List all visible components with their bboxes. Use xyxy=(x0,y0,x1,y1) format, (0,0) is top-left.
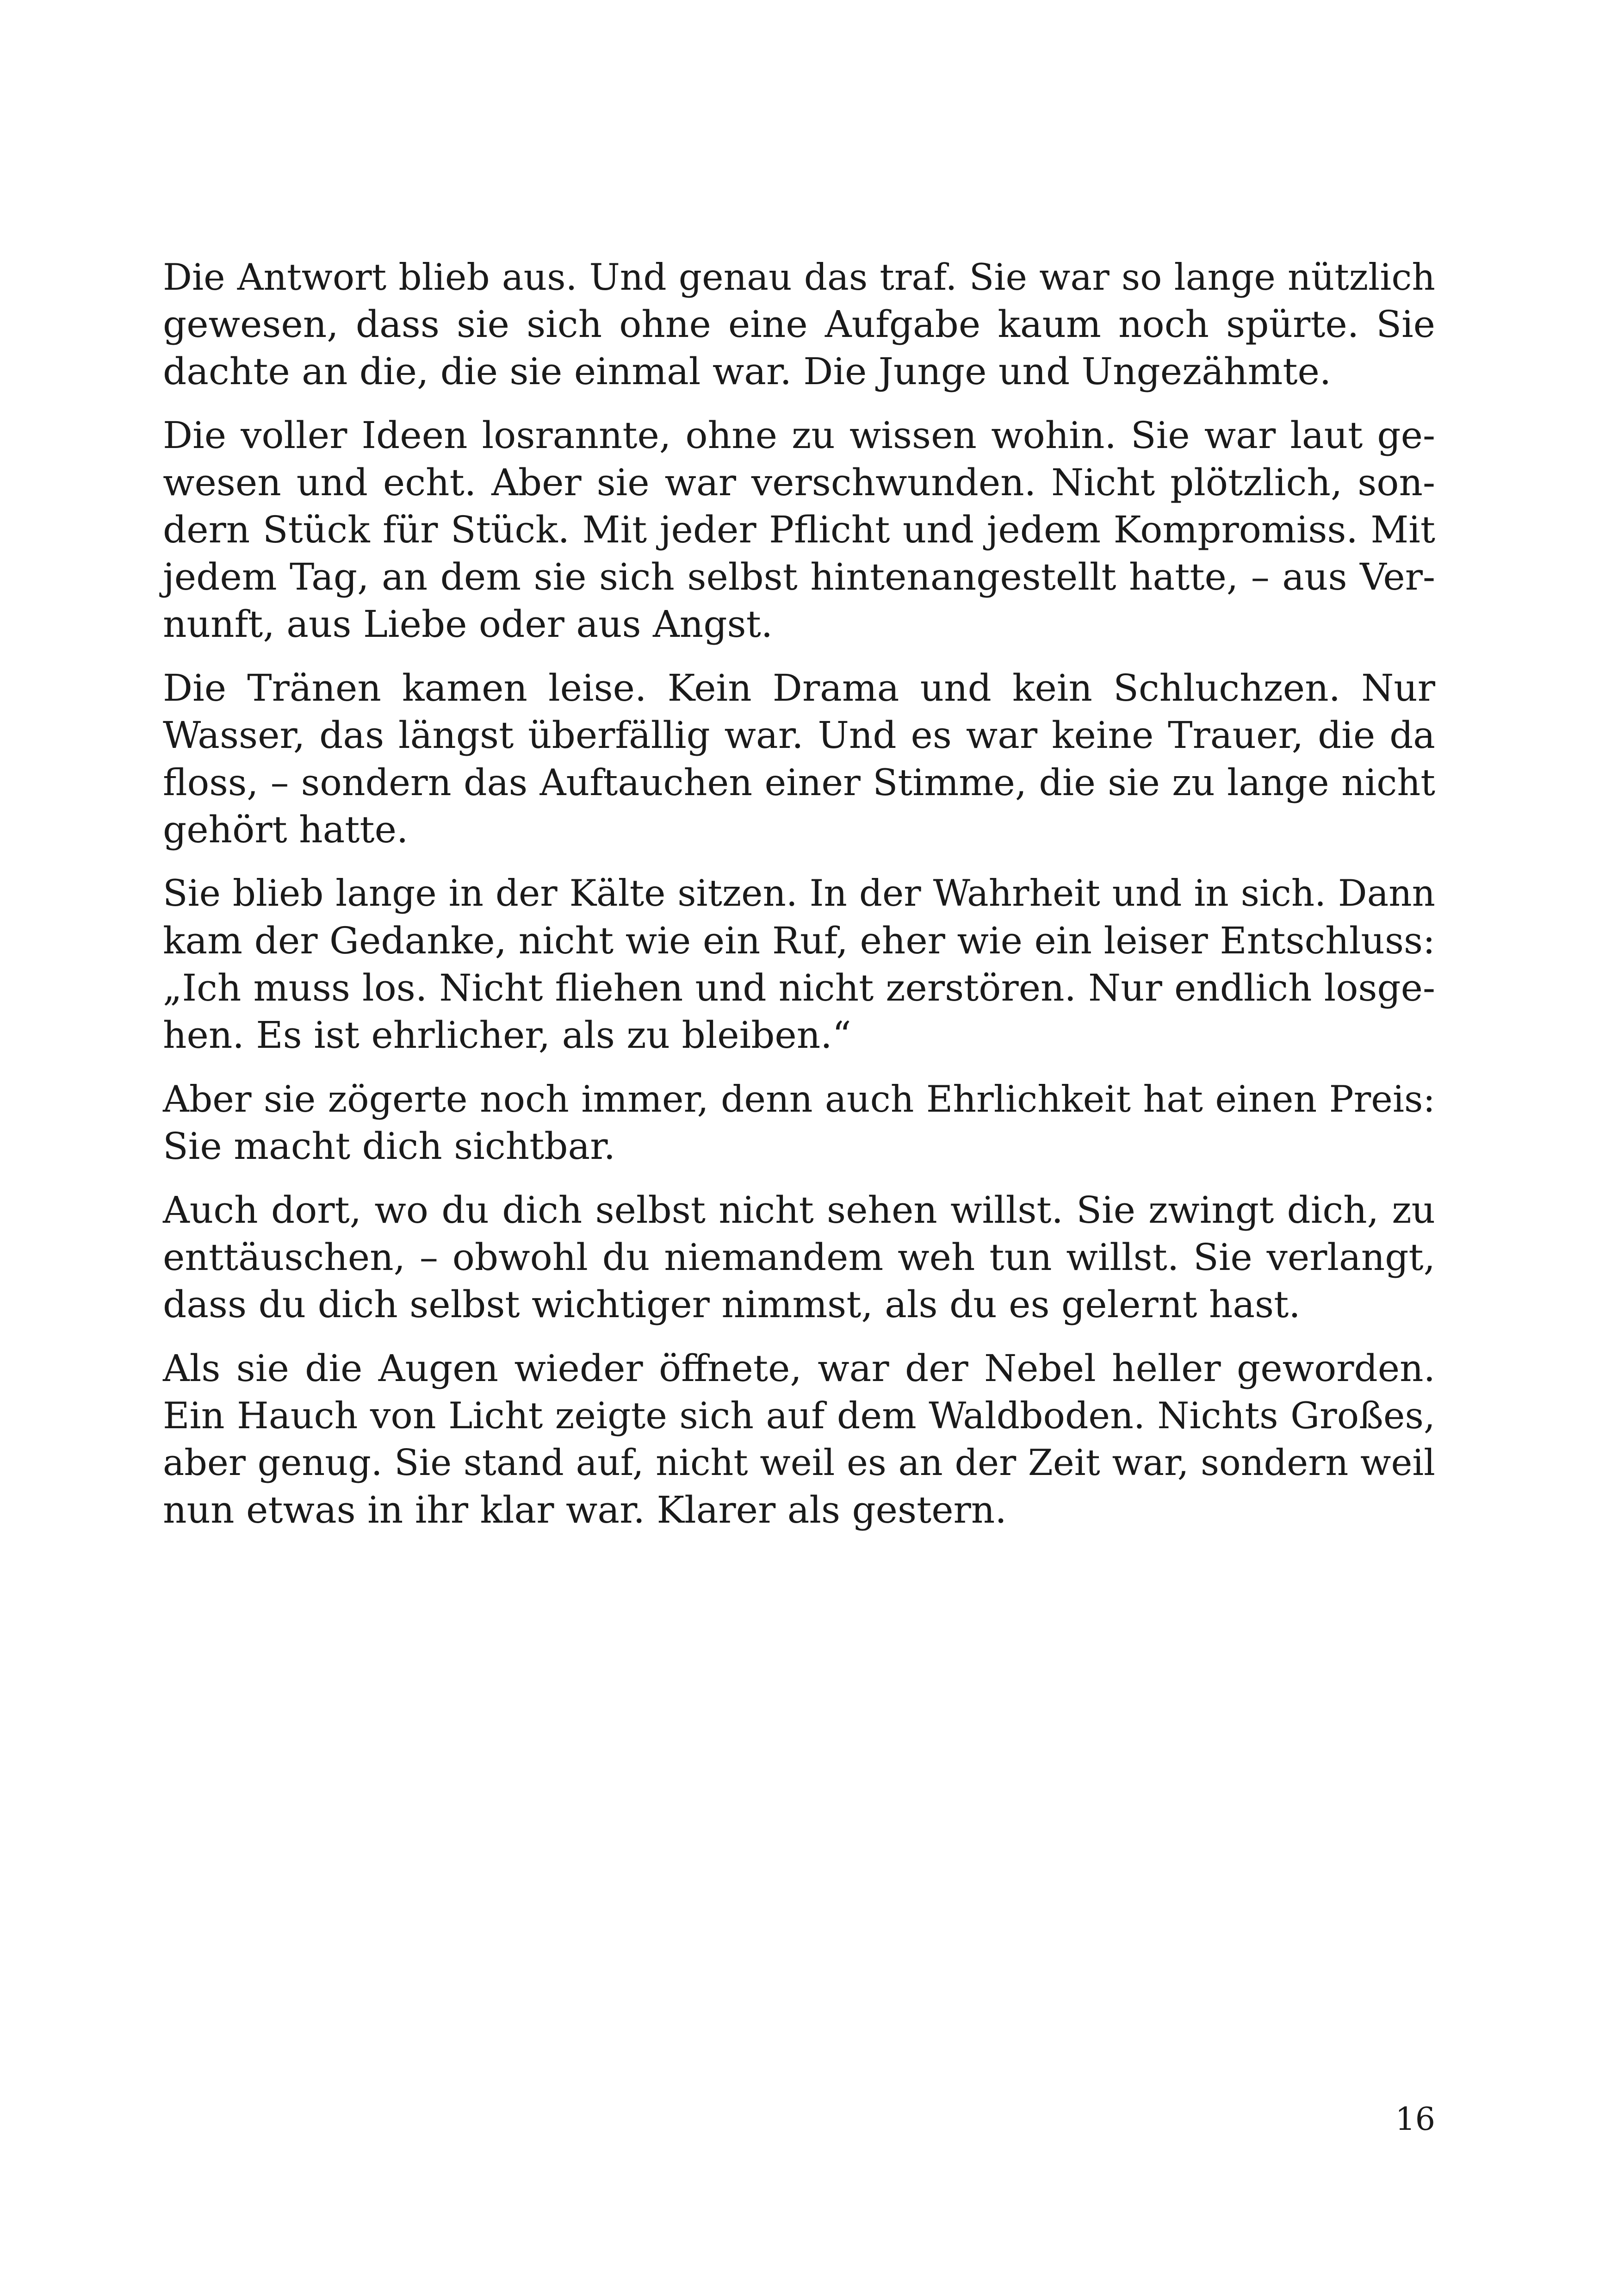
text-line: jedem Tag, an dem sie sich selbst hintenangestellt hatte, – aus Ver- xyxy=(163,555,1435,598)
text-line: Als sie die Augen wieder öffnete, war der Nebel heller geworden. xyxy=(163,1347,1435,1390)
text-line: Sie blieb lange in der Kälte sitzen. In der Wahrheit und in sich. Dann xyxy=(163,872,1435,915)
text-line: kam der Gedanke, nicht wie ein Ruf, eher wie ein leiser Entschluss: xyxy=(163,919,1435,962)
paragraph-2 xyxy=(163,412,1435,648)
text-line: aber genug. Sie stand auf, nicht weil es an der Zeit war, sondern weil xyxy=(163,1442,1435,1484)
text-line: Auch dort, wo du dich selbst nicht sehen willst. Sie zwingt dich, zu xyxy=(163,1188,1435,1232)
text-line: dern Stück für Stück. Mit jeder Pflicht und jedem Kompromiss. Mit xyxy=(163,508,1435,551)
text-line: nun etwas in ihr klar war. Klarer als gestern. xyxy=(163,1488,1007,1531)
text-line: gewesen, dass sie sich ohne eine Aufgabe kaum noch spürte. Sie xyxy=(163,303,1435,346)
paragraph-7 xyxy=(163,1345,1435,1534)
paragraph-6 xyxy=(163,1187,1435,1328)
paragraph-3 xyxy=(163,665,1435,853)
text-line: gehört hatte. xyxy=(163,808,409,851)
text-line: Die Antwort blieb aus. Und genau das traf. Sie war so lange nützlich xyxy=(163,256,1435,299)
page-number: 16 xyxy=(1395,2101,1435,2138)
text-line: dachte an die, die sie einmal war. Die Junge und Ungezähmte. xyxy=(163,350,1332,393)
text-line: Ein Hauch von Licht zeigte sich auf dem Waldboden. Nichts Großes, xyxy=(163,1394,1435,1437)
text-line: nunft, aus Liebe oder aus Angst. xyxy=(163,603,773,646)
text-line: enttäuschen, – obwohl du niemandem weh tun willst. Sie verlangt, xyxy=(163,1236,1435,1279)
text-line: Sie macht dich sichtbar. xyxy=(163,1125,616,1168)
text-line: Aber sie zögerte noch immer, denn auch Ehrlichkeit hat einen Preis: xyxy=(163,1078,1435,1120)
text-line: dass du dich selbst wichtiger nimmst, als du es gelernt hast. xyxy=(163,1283,1301,1326)
paragraph-5 xyxy=(163,1076,1435,1170)
text-line: Wasser, das längst überfällig war. Und es war keine Trauer, die da xyxy=(163,714,1435,757)
text-line: „Ich muss los. Nicht fliehen und nicht zerstören. Nur endlich losge- xyxy=(163,966,1435,1009)
text-line: floss, – sondern das Auftauchen einer Stimme, die sie zu lange nicht xyxy=(163,761,1435,804)
paragraph-1 xyxy=(163,254,1435,395)
text-line: Die Tränen kamen leise. Kein Drama und kein Schluchzen. Nur xyxy=(163,666,1435,709)
text-line: wesen und echt. Aber sie war verschwunden. Nicht plötzlich, son- xyxy=(163,461,1435,504)
text-line: hen. Es ist ehrlicher, als zu bleiben.“ xyxy=(163,1014,851,1057)
text-line: Die voller Ideen losrannte, ohne zu wissen wohin. Sie war laut ge- xyxy=(163,414,1435,457)
paragraph-4 xyxy=(163,870,1435,1059)
body-text xyxy=(163,254,1435,1550)
